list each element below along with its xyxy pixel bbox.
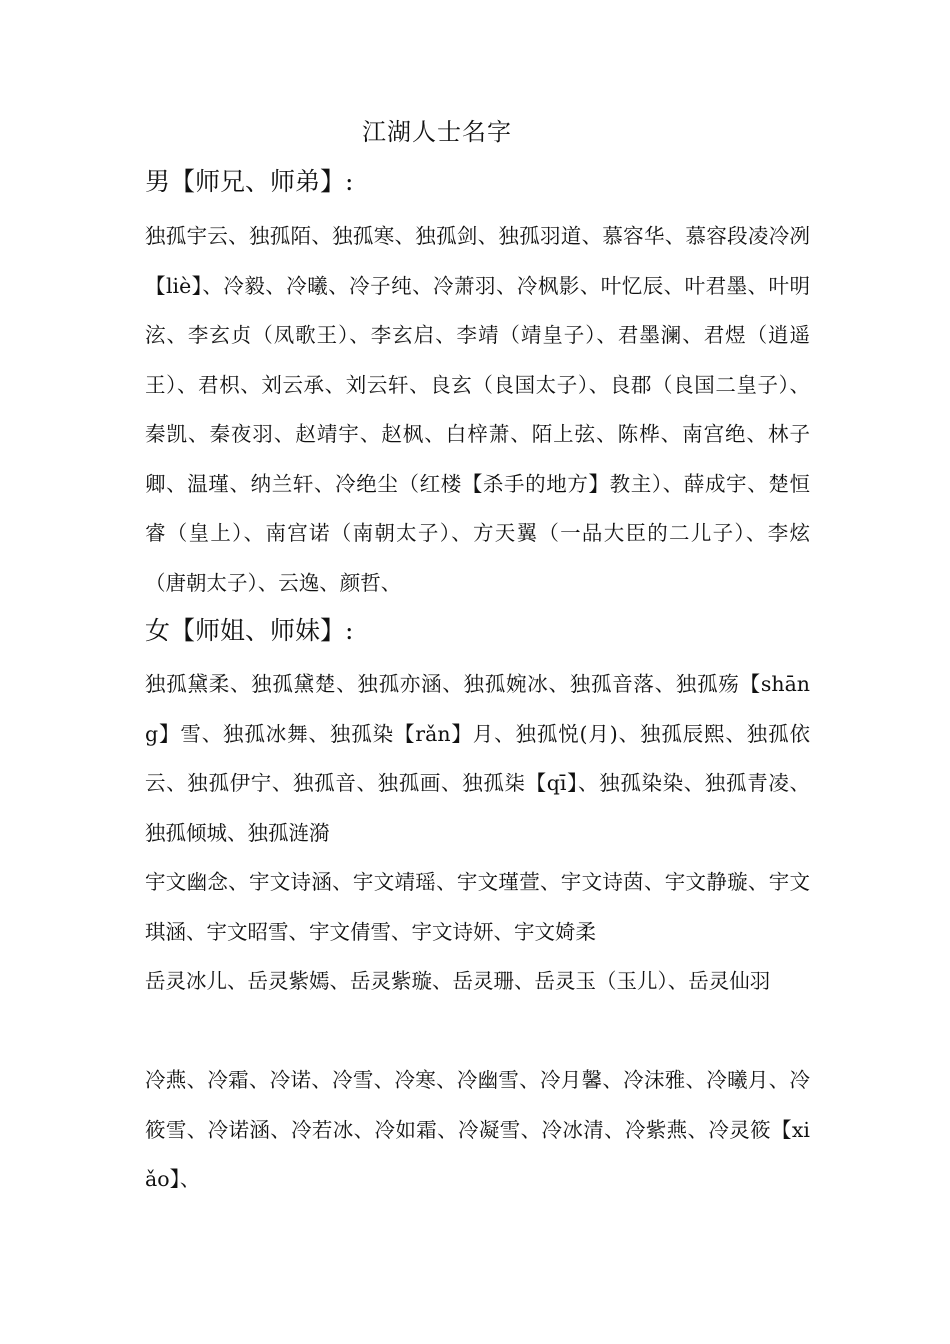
paragraph-female-yuwen-names: 宇文幽念、宇文诗涵、宇文靖瑶、宇文瑾萱、宇文诗茵、宇文静璇、宇文琪涵、宇文昭雪、宇文倩雪、宇文诗妍、宇文婍柔	[145, 870, 810, 944]
document-title: 江湖人士名字	[362, 118, 512, 146]
paragraph-female-dugu-names: 独孤黛柔、独孤黛楚、独孤亦涵、独孤婉冰、独孤音落、独孤殇【shāng】雪、独孤冰舞、独孤染【rǎn】月、独孤悦(月)、独孤辰熙、独孤依云、独孤伊宁、独孤音、独孤画、独孤柒【qī】、独孤染染、独孤青凌、独孤倾城、独孤涟漪	[145, 672, 810, 845]
paragraph-female-yueling-names: 岳灵冰儿、岳灵紫嫣、岳灵紫璇、岳灵珊、岳灵玉（玉儿）、岳灵仙羽	[145, 969, 771, 993]
section-heading-male: 男【师兄、师弟】:	[145, 167, 354, 196]
paragraph-male-names: 独孤宇云、独孤陌、独孤寒、独孤剑、独孤羽道、慕容华、慕容段凌冷冽【liè】、冷毅、冷曦、冷子纯、冷萧羽、冷枫影、叶忆辰、叶君墨、叶明泫、李玄贞（凤歌王）、李玄启、李靖（靖皇子）、君墨澜、君煜（逍遥王）、君枳、刘云承、刘云轩、良玄（良国太子）、良郡（良国二皇子）、秦凯、秦夜羽、赵靖宇、赵枫、白梓萧、陌上弦、陈桦、南宫绝、林子卿、温瑾、纳兰轩、冷绝尘（红楼【杀手的地方】教主）、薛成宇、楚恒睿（皇上）、南宫诺（南朝太子）、方天翼（一品大臣的二儿子）、李炫（唐朝太子）、云逸、颜哲、	[145, 224, 810, 595]
paragraph-female-leng-names: 冷燕、冷霜、冷诺、冷雪、冷寒、冷幽雪、冷月馨、冷沫雅、冷曦月、冷筱雪、冷诺涵、冷若冰、冷如霜、冷凝雪、冷冰清、冷紫燕、冷灵筱【xiǎo】、	[145, 1068, 810, 1191]
section-heading-female: 女【师姐、师妹】:	[145, 616, 354, 645]
